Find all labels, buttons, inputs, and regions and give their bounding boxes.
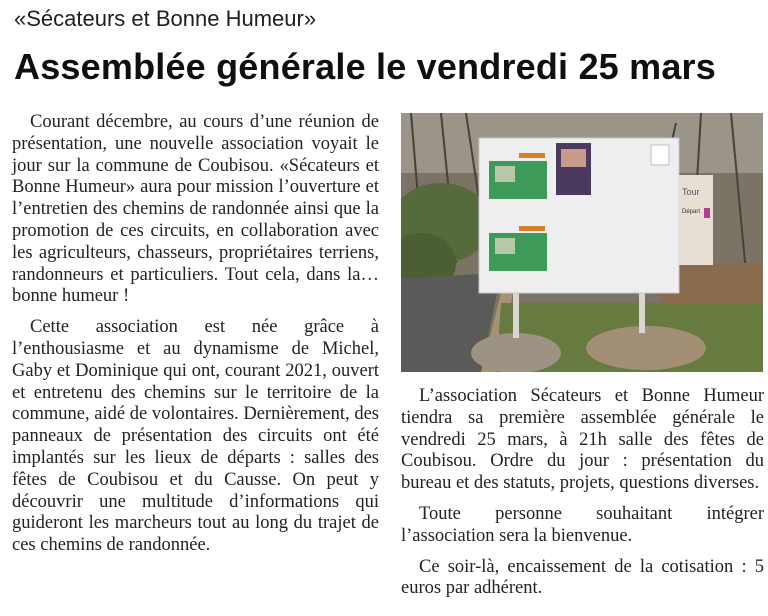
paragraph-intro: Courant décembre, au cours d’une réunion de présentation, une nouvelle association voyait le jour sur la commune de Coubisou. «Sécateurs et Bonne Humeur» aura pour mission l’ouverture et l’entretien des chemins de randonnée ainsi que la promotion de ces circuits, en collaboration avec les agriculteurs, chasseurs, propriétaires terriens, randonneurs et particuliers. Tout cela, dans la… bonne humeur ! [12, 112, 379, 307]
paragraph-meeting: L’association Sécateurs et Bonne Humeur tiendra sa première assemblée générale le vendredi 25 mars, à 21h salle des fêtes de Coubisou. Ordre du jour : présentation du bureau et des statuts, projets, questions diverses. [401, 386, 764, 494]
trailhead-photo [401, 113, 763, 372]
right-column [401, 386, 764, 609]
left-column [12, 112, 379, 566]
sign-logo-text: Tour [682, 187, 700, 197]
sign-depart-text: Départ [682, 209, 701, 215]
paragraph-welcome: Toute personne souhaitant intégrer l’association sera la bienvenue. [401, 503, 764, 546]
photo-illustration [401, 113, 763, 372]
paragraph-fee: Ce soir-là, encaissement de la cotisation : 5 euros par adhérent. [401, 556, 764, 599]
article-headline: Assemblée générale le vendredi 25 mars [14, 46, 716, 87]
article-kicker: «Sécateurs et Bonne Humeur» [14, 6, 317, 31]
paragraph-founders: Cette association est née grâce à l’enthousiasme et au dynamisme de Michel, Gaby et Dominique qui ont, courant 2021, ouvert et entretenu des chemins sur le territoire de la commune, aidé de volontaires. Dernièrement, des panneaux de présentation des circuits ont été implantés sur les lieux de départs : salles des fêtes de Coubisou et du Causse. On peut y découvrir une multitude d’informations qui guideront les marcheurs tout au long du trajet de ces chemins de randonnée. [12, 317, 379, 556]
